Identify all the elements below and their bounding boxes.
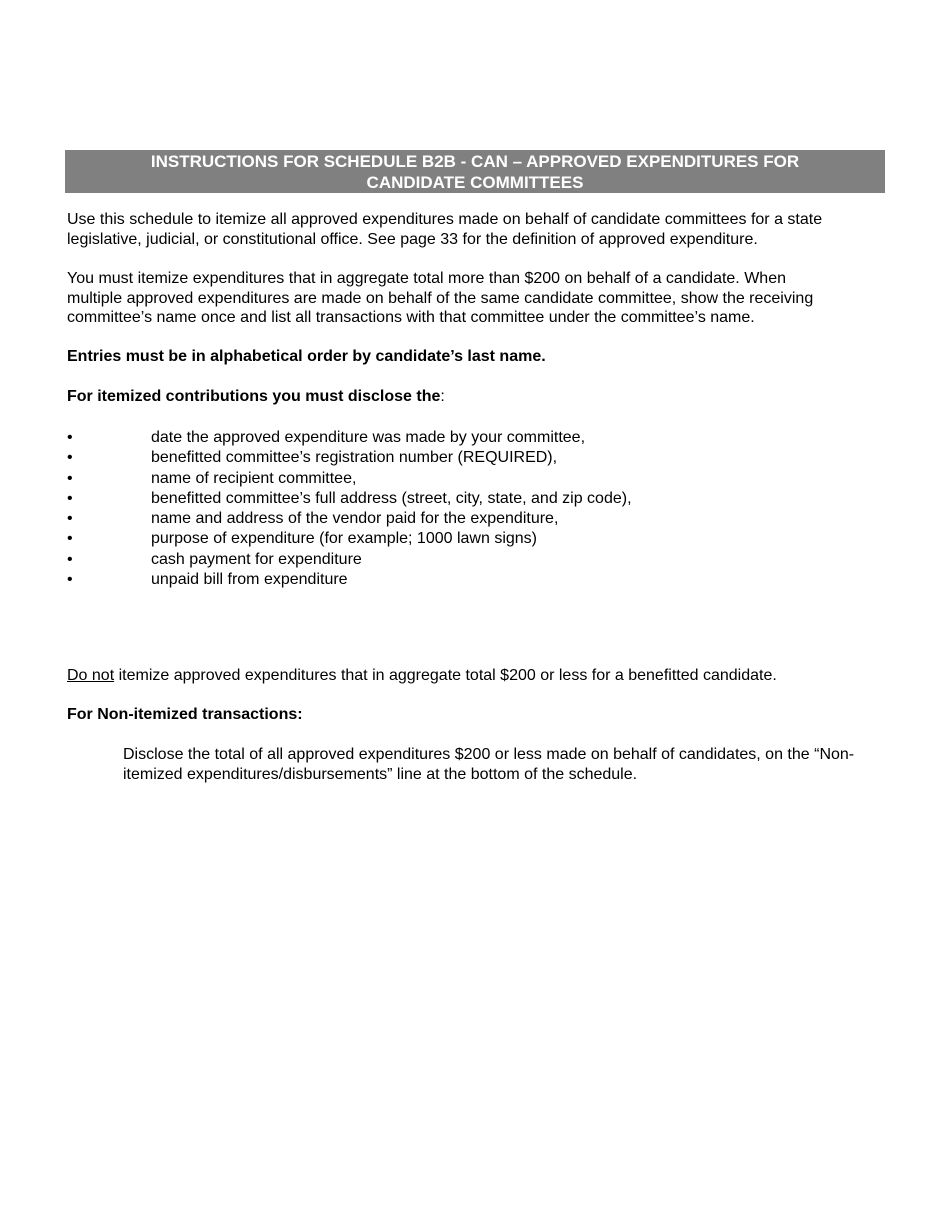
- itemized-heading-bold: For itemized contributions you must disclose the: [67, 388, 441, 405]
- intro-paragraph-1-line-1: Use this schedule to itemize all approved expenditures made on behalf of candidate committees for a state: [67, 211, 823, 228]
- list-item: [67, 469, 887, 489]
- list-item-text: name and address of the vendor paid for the expenditure,: [151, 510, 559, 528]
- do-not-itemize-paragraph: [67, 666, 887, 686]
- bullet-icon: •: [67, 550, 73, 568]
- bullet-icon: •: [67, 530, 73, 548]
- list-item-text: date the approved expenditure was made by your committee,: [151, 429, 586, 446]
- intro-paragraph-2-line-2: multiple approved expenditures are made on behalf of the same candidate committee, show the receiving: [67, 289, 814, 307]
- do-not-text: itemize approved expenditures that in aggregate total $200 or less for a benefitted candidate.: [114, 667, 777, 684]
- list-item: [67, 550, 887, 570]
- list-item-text: name of recipient committee,: [151, 469, 357, 487]
- page-title-line-1: INSTRUCTIONS FOR SCHEDULE B2B - CAN – APPROVED EXPENDITURES FOR: [150, 152, 800, 171]
- list-item-text: benefitted committee’s registration number (REQUIRED),: [151, 449, 558, 467]
- list-item: [67, 509, 887, 529]
- itemized-heading: [67, 387, 887, 407]
- list-item-text: cash payment for expenditure: [151, 550, 362, 568]
- intro-paragraph-1: [67, 210, 887, 249]
- non-itemized-paragraph: [123, 745, 888, 784]
- page-title-banner: [65, 150, 885, 193]
- intro-paragraph-2-line-3: committee’s name once and list all transactions with that committee under the committee’s name.: [67, 309, 755, 326]
- bullet-icon: •: [67, 469, 73, 487]
- bullet-icon: •: [67, 429, 73, 446]
- alphabetical-order-note: Entries must be in alphabetical order by candidate’s last name.: [67, 348, 546, 365]
- list-item: [67, 448, 887, 468]
- bullet-icon: •: [67, 489, 73, 507]
- intro-paragraph-2-line-1: You must itemize expenditures that in aggregate total more than $200 on behalf of a candidate. When: [67, 270, 786, 287]
- list-item: [67, 570, 887, 590]
- bullet-icon: •: [67, 510, 73, 528]
- intro-paragraph-1-line-2: legislative, judicial, or constitutional office. See page 33 for the definition of approved expenditure.: [67, 230, 758, 248]
- bullet-icon: •: [67, 449, 73, 467]
- non-itemized-heading: For Non-itemized transactions:: [67, 706, 303, 723]
- do-not-emphasis: Do not: [67, 667, 115, 684]
- list-item-text: benefitted committee’s full address (street, city, state, and zip code),: [151, 489, 632, 507]
- non-itemized-line-2: itemized expenditures/disbursements” line at the bottom of the schedule.: [123, 765, 638, 783]
- page-title-line-2: CANDIDATE COMMITTEES: [366, 173, 584, 192]
- itemized-disclosure-list: [67, 428, 887, 590]
- intro-paragraph-2: [67, 269, 887, 328]
- list-item-text: unpaid bill from expenditure: [151, 571, 348, 589]
- itemized-heading-suffix: :: [440, 388, 445, 405]
- list-item: [67, 529, 887, 549]
- list-item-text: purpose of expenditure (for example; 1000 lawn signs): [151, 530, 537, 548]
- list-item: [67, 428, 887, 448]
- non-itemized-line-1: Disclose the total of all approved expenditures $200 or less made on behalf of candidates, on the “Non-: [123, 746, 855, 763]
- list-item: [67, 489, 887, 509]
- bullet-icon: •: [67, 571, 73, 589]
